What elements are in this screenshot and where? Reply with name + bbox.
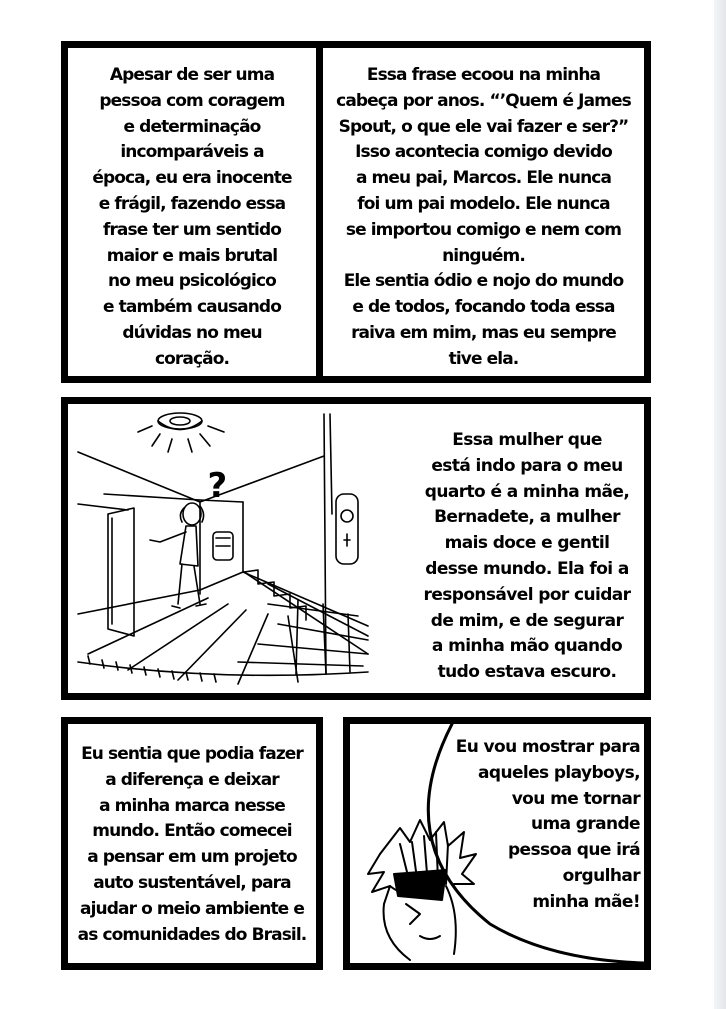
panel-top-left bbox=[61, 41, 323, 383]
panel-top-left-caption: Apesar de ser uma pessoa com coragem e determinação incomparáveis a época, eu era inocente e frágil, fazendo essa frase ter um sentido maior e mais brutal no meu psicológico e também causando dúvidas no meu coração. bbox=[92, 65, 292, 369]
panel-middle-caption: Essa mulher que está indo para o meu quarto é a minha mãe, Bernadete, a mulher mais doce e gentil desse mundo. Ela foi a responsável por cuidar de mim, e de segurar a minha mão quando tudo estava escuro. bbox=[423, 430, 631, 683]
hallway-illustration bbox=[68, 404, 428, 693]
panel-bottom-left-caption: Eu sentia que podia fazer a diferença e deixar a minha marca nesse mundo. Então comecei a pensar em um projeto auto sustentável, para ajudar o meio ambiente e as comunidades do Brasil. bbox=[77, 744, 307, 945]
page-edge bbox=[714, 0, 726, 1009]
panel-bottom-left bbox=[61, 717, 323, 970]
panel-middle bbox=[61, 397, 651, 700]
panel-top-right-caption: Essa frase ecoou na minha cabeça por anos. “’Quem é James Spout, o que ele vai fazer e ser?” Isso acontecia comigo devido a meu pai, Marcos. Ele nunca foi um pai modelo. Ele nunca se importou comigo e nem com ninguém. Ele sentia ódio e nojo do mundo e de todos, focando toda essa raiva em mim, mas eu sempre tive ela. bbox=[336, 65, 631, 369]
panel-top-right bbox=[316, 41, 651, 383]
hallway-question-mark: ? bbox=[207, 466, 227, 506]
panel-bottom-right bbox=[343, 717, 651, 970]
panel-bottom-right-caption: Eu vou mostrar para aqueles playboys, vou me tornar uma grande pessoa que irá orgulhar minha mãe! bbox=[455, 737, 640, 912]
